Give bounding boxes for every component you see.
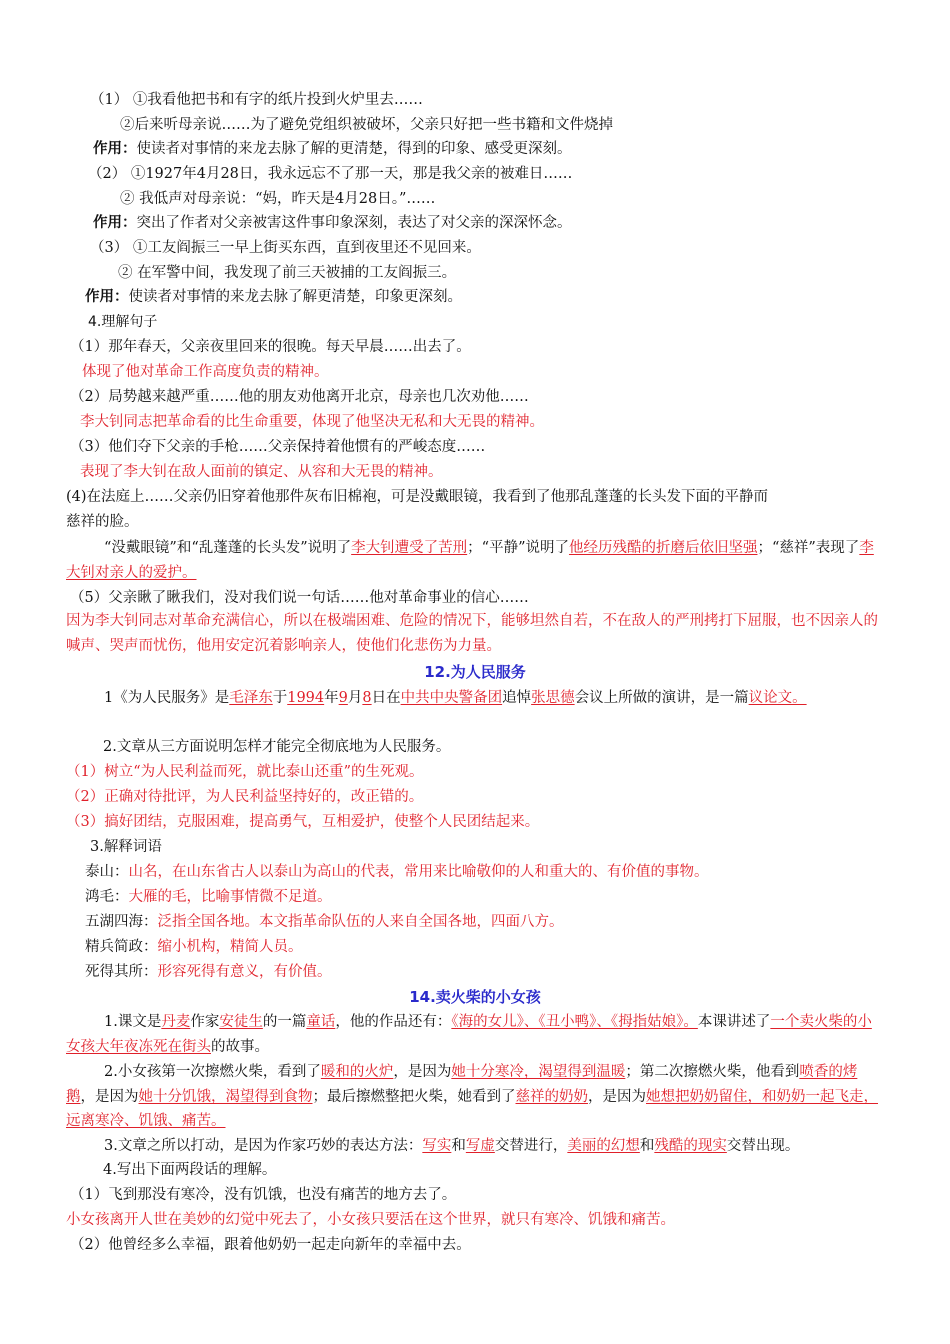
item-2-effect: [93, 212, 572, 234]
item-1-line-a: （1） ①我看他把书和有字的纸片投到火炉里去……: [90, 92, 423, 108]
s14-para-3: [66, 1134, 884, 1159]
s14-blank: 丹麦: [161, 1014, 191, 1030]
term-jingbingjianzheng: [85, 936, 303, 958]
item-3-effect: [85, 286, 462, 308]
effect-label: 作用：: [93, 140, 137, 157]
item-3-line-b: ② 在军警中间，我发现了前三天被捕的工友阎振三。: [118, 265, 457, 281]
s12-para-1-text: 年: [324, 690, 339, 706]
sentence-3: （3）他们夺下父亲的手枪……父亲保持着他惯有的严峻态度……: [70, 439, 486, 455]
answer-4-blank: 李大钊对亲人的爱护。: [66, 540, 874, 581]
s14-text: 作家: [190, 1014, 220, 1030]
s12-blank: 9: [338, 690, 348, 706]
s14-text: 和: [451, 1138, 466, 1154]
s14-text: ，他的作品还有：: [335, 1014, 452, 1030]
s14-blank: 写虚: [465, 1138, 495, 1154]
s14-blank: 她想把奶奶留住，和奶奶一起飞走，远离寒冷、饥饿、痛苦。: [66, 1088, 878, 1129]
term-definition: 山名，在山东省古人以泰山为高山的代表，常用来比喻敬仰的人和重大的、有价值的事物。: [128, 864, 709, 880]
term-definition: 泛指全国各地。本文指革命队伍的人来自全国各地，四面八方。: [157, 914, 564, 930]
s12-blank: 张思德: [531, 690, 575, 706]
answer-4-text: “没戴眼镜”和“乱蓬蓬的长头发”说明了: [104, 540, 352, 556]
s12-blank: 议论文。: [748, 690, 807, 706]
s14-blank: 一个卖火柴的小女孩大年夜冻死在街头: [66, 1014, 872, 1055]
s12-point-3: （3）搞好团结，克服困难，提高勇气，互相爱护，使整个人民团结起来。: [66, 814, 540, 830]
sentence-1: （1）那年春天，父亲夜里回来的很晚。每天早晨……出去了。: [70, 339, 471, 355]
effect-text: 使读者对事情的来龙去脉了解更清楚，印象更深刻。: [128, 289, 462, 305]
s14-sentence-1: （1）飞到那没有寒冷，没有饥饿，也没有痛苦的地方去了。: [70, 1187, 457, 1203]
s12-para-1-text: 会议上所做的演讲，是一篇: [574, 690, 749, 706]
sentence-2: （2）局势越来越严重……他的朋友劝他离开北京，母亲也几次劝他……: [70, 389, 529, 405]
s14-text: 交替进行，: [494, 1138, 568, 1154]
s12-para-2: 2.文章从三方面说明怎样才能完全彻底地为人民服务。: [103, 739, 451, 755]
s14-blank: 慈祥的奶奶: [515, 1088, 588, 1105]
s14-answer-1: 小女孩离开人世在美妙的幻觉中死去了，小女孩只要活在这个世界，就只有寒冷、饥饿和痛苦。: [66, 1212, 675, 1228]
s14-text: 1.课文是: [104, 1014, 162, 1030]
term-definition: 缩小机构，精简人员。: [157, 939, 303, 955]
s14-text: 和: [639, 1138, 655, 1154]
s14-sentence-2: （2）他曾经多么幸福，跟着他奶奶一起走向新年的幸福中去。: [70, 1237, 471, 1253]
term-label: 精兵简政：: [85, 939, 158, 955]
s14-text: ；最后擦燃整把火柴，她看到了: [312, 1088, 516, 1105]
effect-text: 使读者对事情的来龙去脉了解的更清楚，得到的印象、感受更深刻。: [136, 141, 572, 157]
item-2-line-b: ② 我低声对母亲说：“妈，昨天是4月28日。”……: [120, 191, 436, 207]
s12-para-3: 3.解释词语: [90, 839, 162, 855]
s12-para-1-text: 追悼: [502, 690, 532, 706]
sentence-5: （5）父亲瞅了瞅我们，没对我们说一句话……他对革命事业的信心……: [70, 590, 529, 606]
item-3-line-a: （3） ①工友阎振三一早上街买东西，直到夜里还不见回来。: [90, 240, 481, 256]
s12-blank: 中共中央警备团: [400, 690, 503, 706]
term-label: 鸿毛：: [85, 889, 129, 905]
s14-blank: 美丽的幻想: [567, 1138, 640, 1154]
item-1-line-b: ②后来听母亲说……为了避免党组织被破坏，父亲只好把一些书籍和文件烧掉: [120, 117, 613, 133]
section-title-12: 12.为人民服务: [424, 663, 526, 681]
s14-blank: 写实: [422, 1138, 452, 1154]
effect-text: 突出了作者对父亲被害这件事印象深刻，表达了对父亲的深深怀念。: [136, 215, 572, 231]
s14-para-4: 4.写出下面两段话的理解。: [103, 1162, 277, 1178]
term-label: 泰山：: [85, 864, 129, 880]
s14-blank: 暖和的火炉: [320, 1064, 394, 1080]
heading-understand-sentences: 4.理解句子: [88, 314, 158, 330]
answer-4-text: ；“慈祥”表现了: [757, 540, 860, 556]
s14-blank: 安徒生: [219, 1014, 263, 1030]
term-label: 死得其所：: [85, 964, 158, 980]
effect-label: 作用：: [93, 214, 137, 231]
s14-text: 的故事。: [211, 1038, 269, 1055]
answer-4-blank: 李大钊遭受了苦刑: [351, 540, 468, 556]
s14-text: 交替出现。: [726, 1138, 800, 1154]
term-wuhusihai: [85, 911, 564, 933]
s14-blank: 童话: [306, 1014, 336, 1030]
s14-text: ，是因为: [588, 1088, 646, 1105]
s12-blank: 8: [362, 690, 372, 706]
s14-blank: 她十分寒冷，渴望得到温暖: [451, 1064, 626, 1080]
s12-para-1-text: 日在: [371, 690, 401, 706]
s14-text: ，是因为: [80, 1088, 139, 1105]
sentence-4-line2: 慈祥的脸。: [66, 514, 139, 530]
s14-blank: 喷香的烤鹅: [66, 1064, 858, 1105]
answer-1: 体现了他对革命工作高度负责的精神。: [82, 364, 329, 380]
term-label: 五湖四海：: [85, 914, 158, 930]
answer-4-blank: 他经历残酷的折磨后依旧坚强: [568, 540, 758, 556]
s12-point-1: （1）树立“为人民利益而死，就比泰山还重”的生死观。: [66, 764, 424, 780]
s14-para-2: [66, 1060, 884, 1134]
s14-text: 的一篇: [262, 1014, 307, 1030]
s12-para-1: [66, 686, 884, 711]
s14-text: ；第二次擦燃火柴，他看到: [625, 1064, 800, 1080]
s14-blank: 她十分饥饿，渴望得到食物: [138, 1088, 313, 1105]
term-taishan: [85, 861, 709, 883]
term-hongmao: [85, 886, 332, 908]
answer-4-text: ；“平静”说明了: [467, 540, 569, 556]
s12-para-1-text: 于: [272, 690, 288, 706]
s14-para-1: [66, 1010, 884, 1059]
term-definition: 形容死得有意义，有价值。: [157, 964, 332, 980]
s14-blank: 《海的女儿》、《丑小鸭》、《拇指姑娘》。: [451, 1014, 698, 1030]
s14-blank: 残酷的现实: [654, 1138, 727, 1154]
s12-point-2: （2）正确对待批评，为人民利益坚持好的，改正错的。: [66, 789, 424, 805]
answer-4: [66, 536, 884, 585]
item-1-effect: [93, 138, 572, 160]
term-definition: 大雁的毛，比喻事情微不足道。: [128, 889, 332, 905]
answer-2: 李大钊同志把革命看的比生命重要，体现了他坚决无私和大无畏的精神。: [80, 414, 544, 430]
s14-text: 本课讲述了: [697, 1014, 771, 1030]
s12-para-1-text: 1《为人民服务》是: [104, 690, 230, 706]
s14-text: ，是因为: [393, 1064, 452, 1080]
item-2-line-a: （2） ①1927年4月28日，我永远忘不了那一天，那是我父亲的被难日……: [88, 166, 573, 182]
answer-3: 表现了李大钊在敌人面前的镇定、从容和大无畏的精神。: [80, 464, 443, 480]
answer-5: 因为李大钊同志对革命充满信心，所以在极端困难、危险的情况下，能够坦然自若，不在敌人的严刑拷打下屈服，也不因亲人的喊声、哭声而忧伤，他用安定沉着影响亲人，使他们化悲伤为力量。: [66, 613, 878, 654]
section-title-14: 14.卖火柴的小女孩: [409, 988, 541, 1006]
s14-text: 2.小女孩第一次擦燃火柴，看到了: [104, 1064, 321, 1080]
s12-para-1-text: 月: [347, 690, 363, 706]
s14-text: 3.文章之所以打动，是因为作家巧妙的表达方法：: [104, 1138, 423, 1154]
term-sideqisuo: [85, 961, 332, 983]
effect-label: 作用：: [85, 288, 129, 305]
s12-blank: 1994: [287, 690, 325, 706]
sentence-4-line1: (4)在法庭上……父亲仍旧穿着他那件灰布旧棉袍，可是没戴眼镜，我看到了他那乱蓬蓬的长头发下面的平静而: [66, 489, 769, 505]
s12-blank: 毛泽东: [229, 690, 273, 706]
